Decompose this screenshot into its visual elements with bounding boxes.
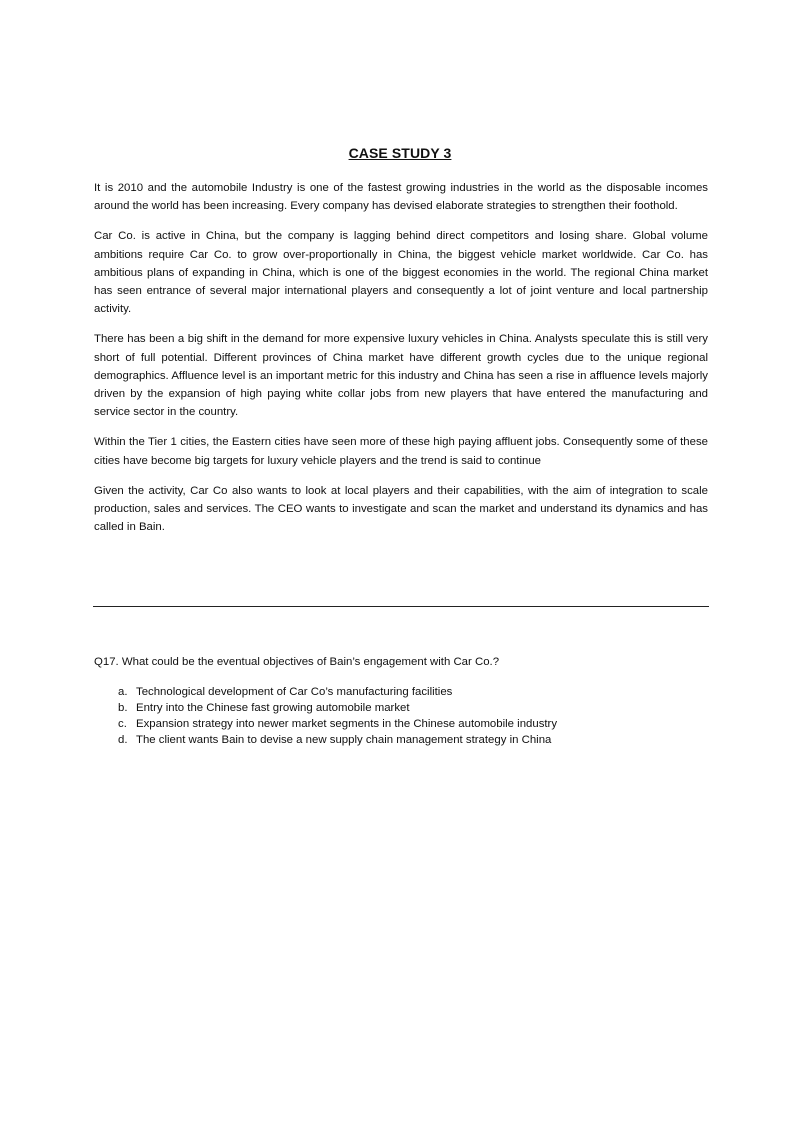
case-study-body [94, 179, 708, 548]
paragraph-tier1-cities: Within the Tier 1 cities, the Eastern cities have seen more of these high paying affluent jobs. Consequently some of these cities have become big targets for luxury vehicle players and the trend is said to continue [94, 436, 708, 467]
option-letter: a. [118, 686, 128, 698]
option-letter: d. [118, 734, 128, 746]
paragraph-car-co-china: Car Co. is active in China, but the company is lagging behind direct competitors and losing share. Global volume ambitions require Car Co. to grow over-proportionally in China, the biggest vehicle market worldwide. Car Co. has ambitious plans of expanding in China, which is one of the biggest economies in the world. The regional China market has seen entrance of several major international players and consequently a lot of joint venture and local partnership activity. [94, 230, 708, 316]
option-letter: b. [118, 702, 128, 714]
option-text: Technological development of Car Co’s manufacturing facilities [136, 686, 453, 698]
case-study-title: CASE STUDY 3 [348, 145, 452, 161]
option-letter: c. [118, 718, 127, 730]
answer-option-c [118, 716, 698, 732]
option-text: The client wants Bain to devise a new supply chain management strategy in China [136, 734, 552, 746]
section-divider [93, 606, 709, 607]
answer-options-list [118, 684, 698, 748]
paragraph-intro: It is 2010 and the automobile Industry is one of the fastest growing industries in the world as the disposable incomes around the world has been increasing. Every company has devised elaborate strategies to strengthen their foothold. [94, 182, 708, 213]
answer-option-a [118, 684, 698, 700]
paragraph-luxury-demand: There has been a big shift in the demand for more expensive luxury vehicles in China. Analysts speculate this is still very short of full potential. Different provinces of China market have different growth cycles due to the unique regional demographics. Affluence level is an important metric for this industry and China has seen a rise in affluence levels majorly driven by the expansion of high paying white collar jobs from new players that have entered the manufacturing and service sector in the country. [94, 333, 708, 419]
option-text: Expansion strategy into newer market segments in the Chinese automobile industry [136, 718, 558, 730]
option-text: Entry into the Chinese fast growing automobile market [136, 702, 410, 714]
answer-option-d [118, 732, 698, 748]
answer-option-b [118, 700, 698, 716]
paragraph-bain-engagement: Given the activity, Car Co also wants to look at local players and their capabilities, with the aim of integration to scale production, sales and services. The CEO wants to investigate and scan the market and understand its dynamics and has called in Bain. [94, 484, 708, 534]
question-text: Q17. What could be the eventual objectives of Bain’s engagement with Car Co.? [94, 656, 500, 668]
